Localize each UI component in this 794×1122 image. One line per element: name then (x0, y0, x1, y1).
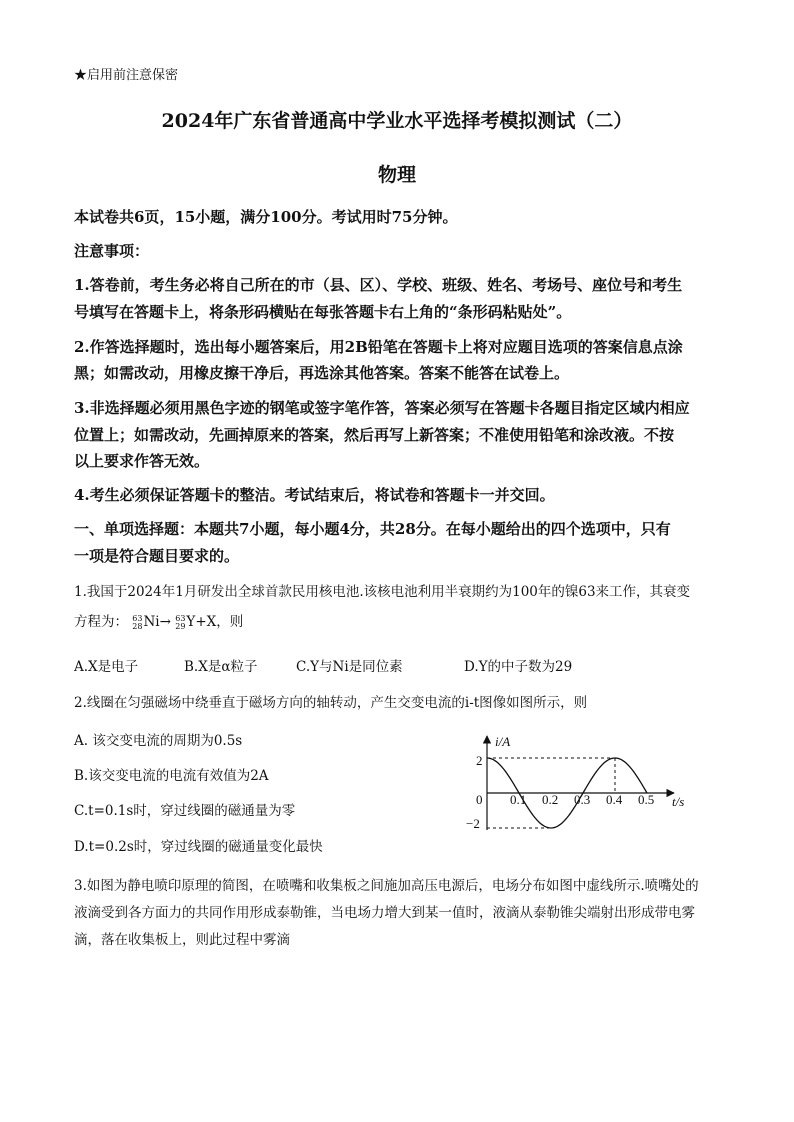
x-tick-label: 0.2 (542, 792, 559, 807)
q1-option-b: B.X是α粒子 (184, 659, 258, 675)
note-2-line-1: 2.作答选择题时，选出每小题答案后，用2B铅笔在答题卡上将对应题目选项的答案信息点涂 (74, 338, 683, 356)
section-1-line-2: 一项是符合题目要求的。 (74, 547, 240, 565)
q1-option-a: A.X是电子 (74, 659, 139, 675)
current-time-graph (462, 728, 692, 838)
q3-stem-line-1: 3.如图为静电喷印原理的简图，在喷嘴和收集板之间施加高压电源后，电场分布如图中虚线所示.喷嘴处的 (74, 878, 699, 894)
note-2-line-2: 黑；如需改动，用橡皮擦干净后，再选涂其他答案。答案不能答在试卷上。 (74, 364, 570, 382)
note-3-line-2: 位置上；如需改动，先画掉原来的答案，然后再写上新答案；不准使用铅笔和涂改液。不按 (74, 426, 675, 444)
y-axis-label: i/A (495, 734, 511, 749)
note-1-line-2: 号填写在答题卡上，将条形码横贴在每张答题卡右上角的“条形码粘贴处”。 (74, 303, 572, 321)
notes-title: 注意事项： (74, 242, 150, 260)
q2-option-b: B.该交变电流的电流有效值为2A (74, 768, 269, 784)
q3-stem-line-2: 液滴受到各方面力的共同作用形成泰勒锥，当电场力增大到某一值时，液滴从泰勒锥尖端射出形成带电雾 (74, 905, 695, 921)
exam-title: 2024年广东省普通高中学业水平选择考模拟测试（二） (161, 110, 633, 132)
ni-mass-number: 63 (132, 613, 143, 623)
ni-atomic-number: 28 (132, 621, 143, 631)
q1-equation (74, 610, 243, 631)
y-atomic-number: 29 (175, 621, 186, 631)
note-3-line-1: 3.非选择题必须用黑色字迹的钢笔或签字笔作答，答案必须写在答题卡各题目指定区域内相应 (74, 399, 690, 417)
subject-title: 物理 (377, 164, 416, 186)
q1-option-d: D.Y的中子数为29 (464, 659, 573, 675)
y-nuclide-numbers (175, 615, 185, 631)
y-top-label: 2 (476, 753, 483, 768)
x-axis-label: t/s (672, 794, 685, 809)
y-symbol-and-rest: Y+X，则 (186, 614, 244, 630)
q1-stem-line-1: 1.我国于2024年1月研发出全球首款民用核电池.该核电池利用半衰期约为100年的镍63来工作，其衰变 (74, 584, 691, 600)
q1-equation-prefix: 方程为： (74, 614, 128, 630)
q2-stem: 2.线圈在匀强磁场中绕垂直于磁场方向的轴转动，产生交变电流的i-t图像如图所示，则 (74, 695, 588, 711)
x-tick-label: 0.1 (510, 792, 527, 807)
x-tick-label: 0.5 (638, 792, 655, 807)
q2-option-a: A. 该交变电流的周期为0.5s (74, 733, 243, 749)
q2-option-c: C.t=0.1s时，穿过线圈的磁通量为零 (74, 803, 296, 819)
x-tick-label: 0.3 (574, 792, 591, 807)
q1-option-c: C.Y与Ni是同位素 (296, 659, 403, 675)
q3-stem-line-3: 滴，落在收集板上，则此过程中雾滴 (74, 932, 290, 948)
ni-nuclide-numbers (132, 615, 142, 631)
reaction-arrow: → (159, 614, 171, 630)
ni-symbol: Ni (143, 614, 160, 630)
y-bottom-label: −2 (466, 816, 480, 831)
note-3-line-3: 以上要求作答无效。 (74, 452, 210, 470)
section-1-line-1: 一、单项选择题：本题共7小题，每小题4分，共28分。在每小题给出的四个选项中，只有 (74, 520, 671, 538)
x-tick-label: 0.4 (606, 792, 623, 807)
q2-option-d: D.t=0.2s时，穿过线圈的磁通量变化最快 (74, 839, 323, 855)
note-4: 4.考生必须保证答题卡的整洁。考试结束后，将试卷和答题卡一并交回。 (74, 486, 555, 504)
note-1-line-1: 1.答卷前，考生务必将自己所在的市（县、区）、学校、班级、姓名、考场号、座位号和考生 (74, 276, 683, 294)
exam-info: 本试卷共6页，15小题，满分100分。考试用时75分钟。 (74, 208, 458, 226)
origin-label: 0 (476, 792, 483, 807)
y-mass-number: 63 (175, 613, 186, 623)
confidential-label: ★启用前注意保密 (74, 68, 179, 83)
